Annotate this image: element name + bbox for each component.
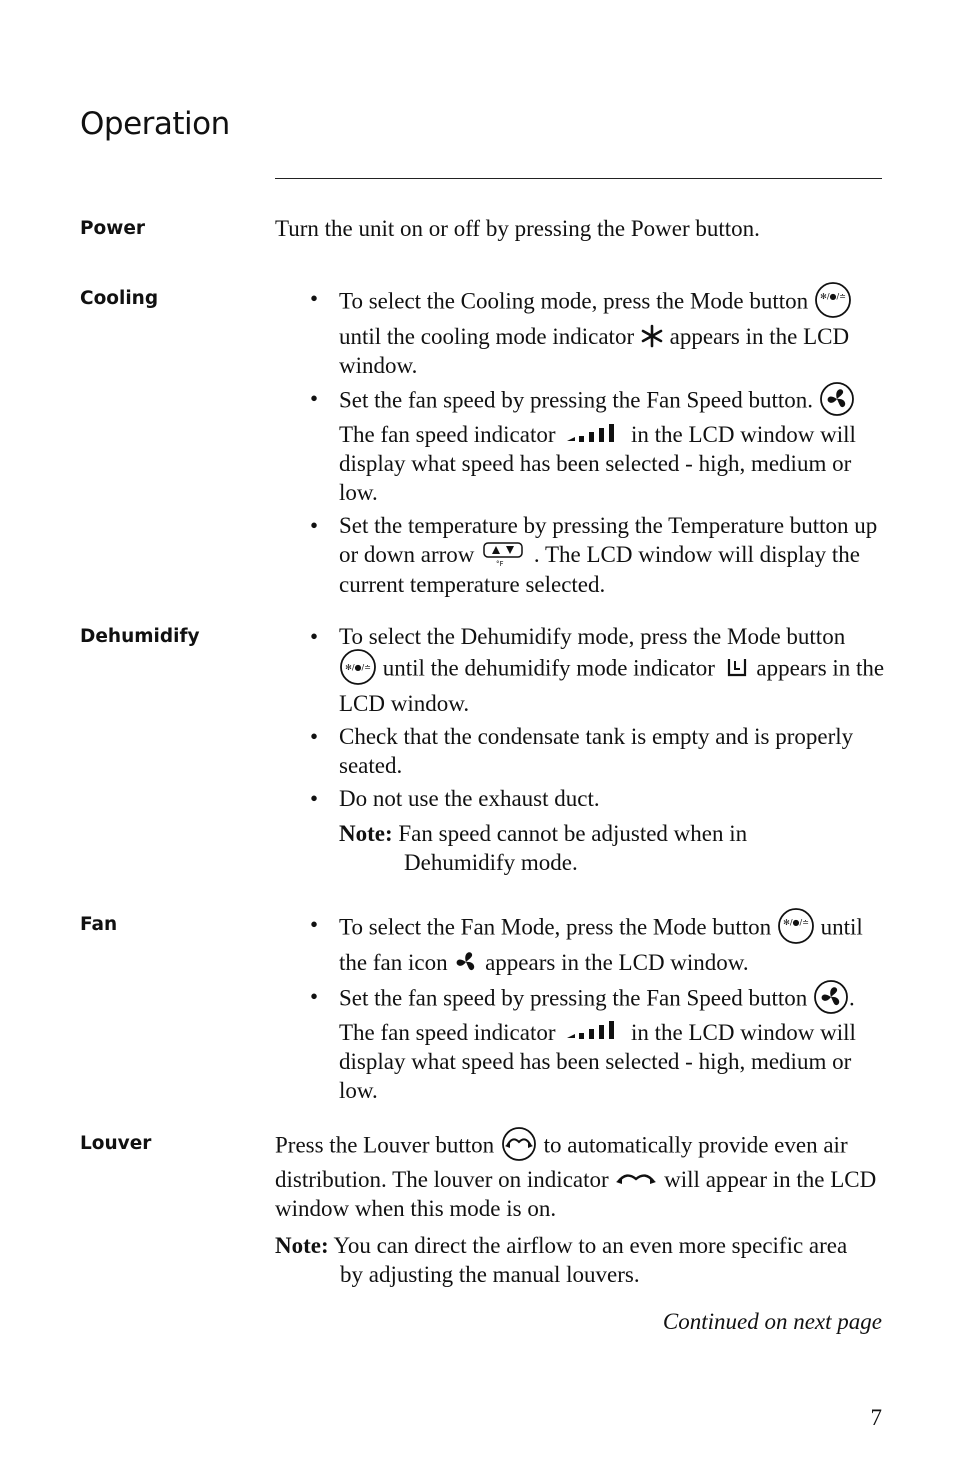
text: appears in the LCD window. [339, 324, 850, 378]
list-item [275, 722, 885, 780]
section-label-dehumidify: Dehumidify [80, 626, 200, 647]
louver-button-icon [500, 1126, 538, 1162]
section-label-power: Power [80, 218, 146, 239]
text: To select the Cooling mode, press the Mode button [339, 288, 809, 314]
text: Do not use the exhaust duct. [339, 786, 600, 811]
section-body-power [275, 214, 885, 243]
text: until the dehumidify mode indicator [382, 655, 715, 681]
mode-button-icon [777, 907, 815, 945]
section-label-cooling: Cooling [80, 288, 159, 309]
text: Set the fan speed by pressing the Fan Speed button [339, 985, 808, 1010]
fan-speed-indicator-icon [561, 423, 625, 445]
snowflake-icon [640, 324, 664, 348]
svg-text:✻/●/≐: ✻/●/≐ [782, 918, 809, 927]
fan-list [275, 910, 885, 1105]
continued-note: Continued on next page [662, 1309, 882, 1334]
list-item [275, 910, 885, 978]
svg-text:°F: °F [496, 559, 504, 567]
list-item [275, 384, 885, 507]
text: appears in the LCD window. [485, 950, 749, 975]
cooling-list [275, 284, 885, 599]
text: in the LCD window will display what speed has been selected - high, medium or low. [339, 1019, 856, 1103]
section-label-louver: Louver [80, 1133, 152, 1154]
louver-note [275, 1231, 885, 1289]
text: The fan speed indicator [339, 422, 556, 447]
section-body-louver [275, 1129, 885, 1289]
text: To select the Dehumidify mode, press the Mode button [339, 624, 846, 649]
text: until the fan icon [339, 914, 863, 975]
fan-speed-indicator-icon [561, 1020, 625, 1042]
list-item [275, 284, 885, 380]
fan-speed-button-icon [813, 979, 849, 1015]
text: will appear in the LCD window when this mode is on. [275, 1167, 877, 1221]
text: To select the Fan Mode, press the Mode button [339, 914, 772, 940]
text: Set the fan speed by pressing the Fan Speed button. [339, 387, 813, 413]
text: appears in the LCD window. [339, 655, 885, 716]
header-rule [275, 178, 882, 179]
section-body-dehumidify [275, 622, 885, 877]
dehumidify-list [275, 622, 885, 813]
text: The fan speed indicator [339, 1019, 556, 1045]
fan-speed-button-icon [819, 381, 855, 417]
text: to automatically provide even air distribution. The louver on indicator [275, 1132, 848, 1192]
text: in the LCD window will display what speed has been selected - high, medium or low. [339, 422, 856, 505]
dehumidify-note [275, 819, 885, 877]
dehumidify-indicator-icon [721, 655, 751, 679]
text: . The LCD window will display the current temperature selected. [339, 542, 860, 597]
list-item [275, 622, 885, 718]
section-body-fan [275, 910, 885, 1109]
svg-text:✻/●/≐: ✻/●/≐ [820, 292, 846, 301]
mode-button-icon [814, 281, 852, 319]
note-text-cont: Dehumidify mode. [404, 850, 578, 875]
svg-text:✻/●/≐: ✻/●/≐ [345, 663, 371, 672]
note-label: Note: [275, 1233, 329, 1258]
mode-button-icon [339, 648, 377, 686]
text: until the cooling mode indicator [339, 324, 635, 349]
list-item [275, 784, 885, 813]
text: Check that the condensate tank is empty and is properly seated. [339, 724, 854, 778]
fan-icon [453, 949, 479, 975]
page-number: 7 [870, 1405, 882, 1430]
list-item [275, 982, 885, 1105]
section-label-fan: Fan [80, 914, 118, 935]
section-body-cooling [275, 284, 885, 603]
note-text: You can direct the airflow to an even more specific area [333, 1233, 848, 1258]
power-text: Turn the unit on or off by pressing the Power button. [275, 216, 760, 241]
louver-indicator-icon [614, 1168, 658, 1190]
note-label: Note: [339, 821, 393, 846]
louver-paragraph [275, 1129, 885, 1223]
note-text: Fan speed cannot be adjusted when in [398, 821, 748, 846]
text: Press the Louver button [275, 1132, 495, 1158]
temperature-arrows-icon [480, 541, 528, 567]
note-text-cont: by adjusting the manual louvers. [340, 1262, 640, 1287]
list-item [275, 511, 885, 599]
text: . [848, 985, 855, 1010]
text: Set the temperature by pressing the Temperature button up or down arrow [339, 513, 878, 567]
page-title: Operation [80, 106, 230, 142]
